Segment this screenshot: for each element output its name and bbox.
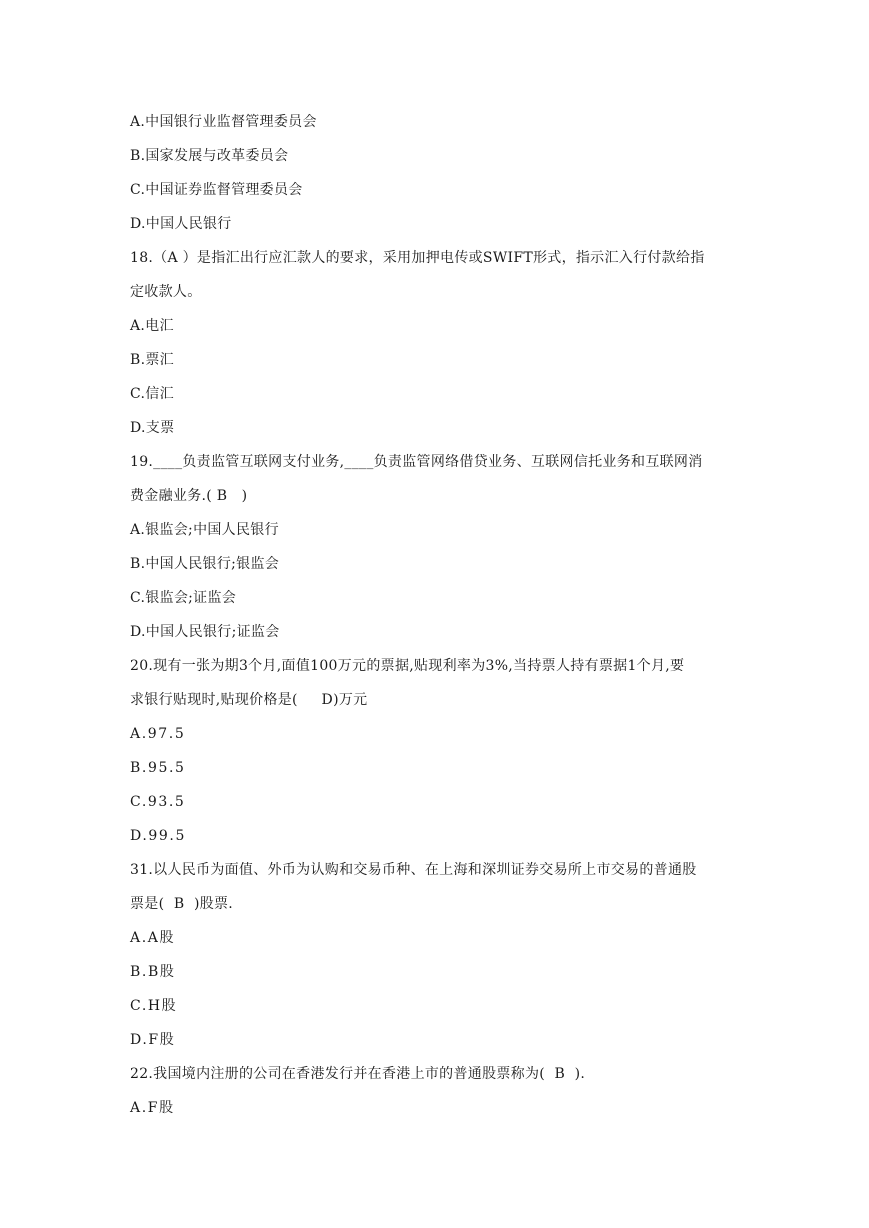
option-31-b: B.B股 [130, 964, 176, 980]
question-22-line-1: 22.我国境内注册的公司在香港发行并在香港上市的普通股票称为( B ). [130, 1066, 586, 1082]
question-31-line-2: 票是( B )股票. [130, 896, 234, 912]
option-20-a: A.97.5 [130, 726, 186, 742]
question-19-line-1: 19.____负责监管互联网支付业务,____负责监管网络借贷业务、互联网信托业务和互联网消 [130, 454, 703, 470]
option-31-a: A.A股 [130, 930, 176, 946]
question-18-line-1: 18.（A ）是指汇出行应汇款人的要求，采用加押电传或SWIFT形式，指示汇入行付款给指 [130, 250, 705, 266]
question-18-line-2: 定收款人。 [130, 284, 202, 300]
option-31-c: C.H股 [130, 998, 178, 1014]
option-19-d: D.中国人民银行;证监会 [130, 624, 280, 640]
option-17-a: A.中国银行业监督管理委员会 [130, 114, 317, 130]
option-19-c: C.银监会;证监会 [130, 590, 237, 606]
option-22-a: A.F股 [130, 1100, 175, 1116]
question-20-line-1: 20.现有一张为期3个月,面值100万元的票据,贴现利率为3%,当持票人持有票据1个月,要 [130, 658, 685, 674]
question-20-line-2: 求银行贴现时,贴现价格是( D)万元 [130, 692, 368, 708]
option-18-a: A.电汇 [130, 318, 174, 334]
option-17-d: D.中国人民银行 [130, 216, 232, 232]
option-17-c: C.中国证券监督管理委员会 [130, 182, 303, 198]
question-31-line-1: 31.以人民币为面值、外币为认购和交易币种、在上海和深圳证券交易所上市交易的普通股 [130, 862, 697, 878]
option-18-b: B.票汇 [130, 352, 174, 368]
question-19-line-2: 费金融业务.( B ) [130, 488, 248, 504]
option-20-b: B.95.5 [130, 760, 186, 776]
option-19-a: A.银监会;中国人民银行 [130, 522, 279, 538]
option-17-b: B.国家发展与改革委员会 [130, 148, 289, 164]
option-18-d: D.支票 [130, 420, 175, 436]
option-19-b: B.中国人民银行;银监会 [130, 556, 280, 572]
option-18-c: C.信汇 [130, 386, 174, 402]
option-31-d: D.F股 [130, 1032, 176, 1048]
option-20-d: D.99.5 [130, 828, 186, 844]
option-20-c: C.93.5 [130, 794, 186, 810]
